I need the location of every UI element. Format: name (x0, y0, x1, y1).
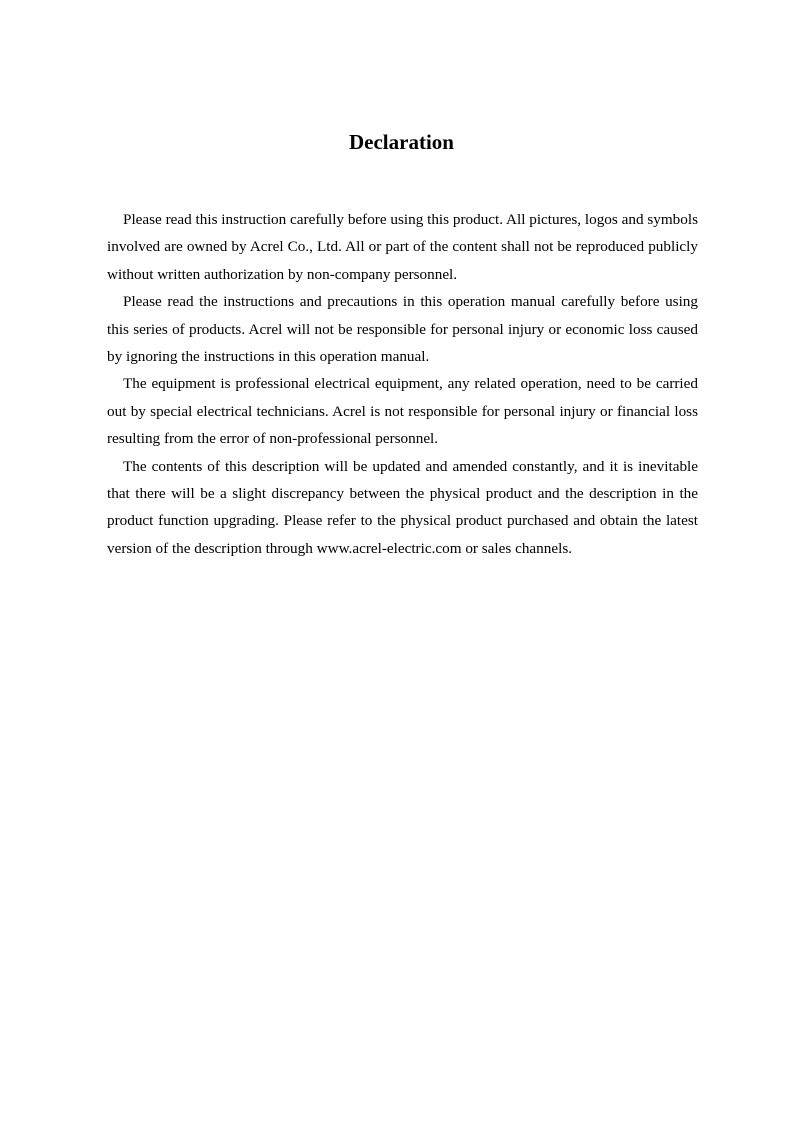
page-title: Declaration (349, 130, 454, 154)
paragraph-updates: The contents of this description will be updated and amended constantly, and it is inevitable that there will be a slight discrepancy between the physical product and the description in the product function upgrading. Please refer to the physical product purchased and obtain the latest version of the description through www.acrel-electric.com or sales channels. (107, 457, 698, 557)
declaration-body (107, 206, 698, 562)
paragraph-copyright: Please read this instruction carefully before using this product. All pictures, logos and symbols involved are owned by Acrel Co., Ltd. All or part of the content shall not be reproduced publicly without written authorization by non-company personnel. (107, 211, 698, 283)
paragraph-professional-use: The equipment is professional electrical equipment, any related operation, need to be carried out by special electrical technicians. Acrel is not responsible for personal injury or financial loss resulting from the error of non-professional personnel. (107, 375, 698, 448)
paragraph-precautions: Please read the instructions and precautions in this operation manual carefully before using this series of products. Acrel will not be responsible for personal injury or economic loss caused by ignoring the instructions in this operation manual. (107, 293, 698, 366)
